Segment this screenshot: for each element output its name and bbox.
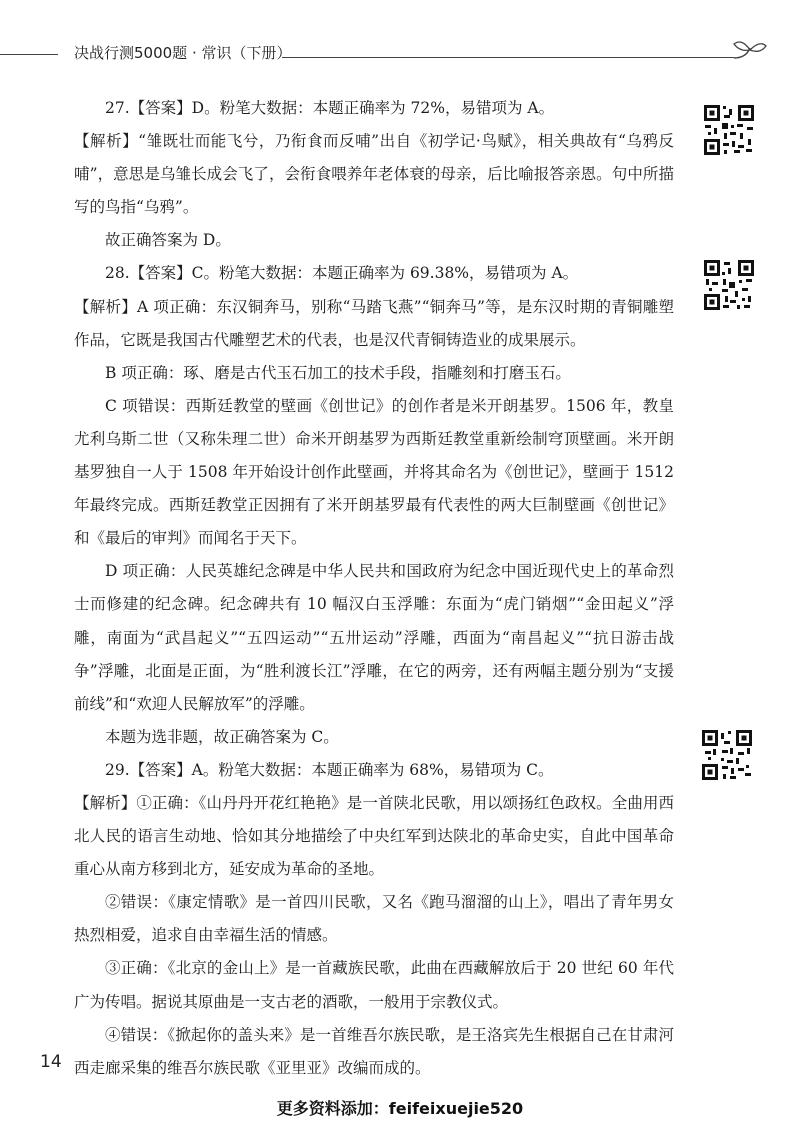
qr-code-icon[interactable] — [702, 103, 756, 157]
q28-explanation-a: 【解析】A 项正确：东汉铜奔马，别称“马踏飞燕”“铜奔马”等，是东汉时期的青铜雕塑作品，它既是我国古代雕塑艺术的代表，也是汉代青铜铸造业的成果展示。 — [74, 297, 674, 349]
q28-answer: 28.【答案】C。粉笔大数据：本题正确率为 69.38%，易错项为 A。 — [105, 264, 579, 283]
q28-explanation-b: B 项正确：琢、磨是古代玉石加工的技术手段，指雕刻和打磨玉石。 — [105, 363, 571, 382]
q27-conclusion: 故正确答案为 D。 — [105, 231, 231, 250]
footer-note: 更多资料添加：feifeixuejie520 — [276, 1099, 524, 1118]
q29-explanation-4: ④错误：《掀起你的盖头来》是一首维吾尔族民歌，是王洛宾先生根据自己在甘肃河西走廊采集的维吾尔族民歌《亚里亚》改编而成的。 — [74, 1025, 674, 1077]
header-rule-left — [0, 54, 58, 55]
q28-explanation-d: D 项正确：人民英雄纪念碑是中华人民共和国政府为纪念中国近现代史上的革命烈士而修建的纪念碑。纪念碑共有 10 幅汉白玉浮雕：东面为“虎门销烟”“金田起义”浮雕，南面为“武昌起义”“五四运动”“五卅运动”浮雕，西面为“南昌起义”“抗日游击战争”浮雕，北面是正面，为“胜利渡长江”浮雕，在它的两旁，还有两幅主题分别为“支援前线”和“欢迎人民解放军”的浮雕。 — [74, 562, 674, 713]
page-number: 14 — [40, 1052, 62, 1072]
q29-explanation-2: ②错误：《康定情歌》是一首四川民歌，又名《跑马溜溜的山上》，唱出了青年男女热烈相爱，追求自由幸福生活的情感。 — [74, 893, 674, 945]
sprout-icon — [730, 36, 770, 68]
qr-code-icon[interactable] — [702, 258, 756, 312]
q29-answer: 29.【答案】A。粉笔大数据：本题正确率为 68%，易错项为 C。 — [105, 760, 554, 779]
q29-explanation-1: 【解析】①正确：《山丹丹开花红艳艳》是一首陕北民歌，用以颂扬红色政权。全曲用西北人民的语言生动地、恰如其分地描绘了中央红军到达陕北的革命史实，自此中国革命重心从南方移到北方，延安成为革命的圣地。 — [74, 793, 674, 879]
q29-explanation-3: ③正确：《北京的金山上》是一首藏族民歌，此曲在西藏解放后于 20 世纪 60 年代广为传唱。据说其原曲是一支古老的酒歌，一般用于宗教仪式。 — [74, 959, 674, 1011]
qr-code-icon[interactable] — [700, 728, 754, 782]
q28-conclusion: 本题为选非题，故正确答案为 C。 — [105, 727, 339, 746]
header-title: 决战行测5000题 · 常识（下册） — [74, 44, 292, 62]
q28-explanation-c: C 项错误：西斯廷教堂的壁画《创世记》的创作者是米开朗基罗。1506 年，教皇尤利乌斯二世（又称朱理二世）命米开朗基罗为西斯廷教堂重新绘制穹顶壁画。米开朗基罗独自一人于 1508 年开始设计创作此壁画，并将其命名为《创世记》，壁画于 1512 年最终完成。西斯廷教堂正因拥有了米开朗基罗最有代表性的两大巨制壁画《创世记》和《最后的审判》而闻名于天下。 — [74, 396, 674, 548]
page-header — [0, 36, 800, 66]
answer-content — [74, 92, 674, 1085]
q27-explanation: 【解析】“雏既壮而能飞兮，乃衔食而反哺”出自《初学记·鸟赋》，相关典故有“乌鸦反哺”，意思是乌雏长成会飞了，会衔食喂养年老体衰的母亲，后比喻报答亲恩。句中所描写的鸟指“乌鸦”。 — [74, 132, 674, 217]
header-rule — [282, 57, 734, 58]
q27-answer: 27.【答案】D。粉笔大数据：本题正确率为 72%，易错项为 A。 — [105, 99, 555, 117]
